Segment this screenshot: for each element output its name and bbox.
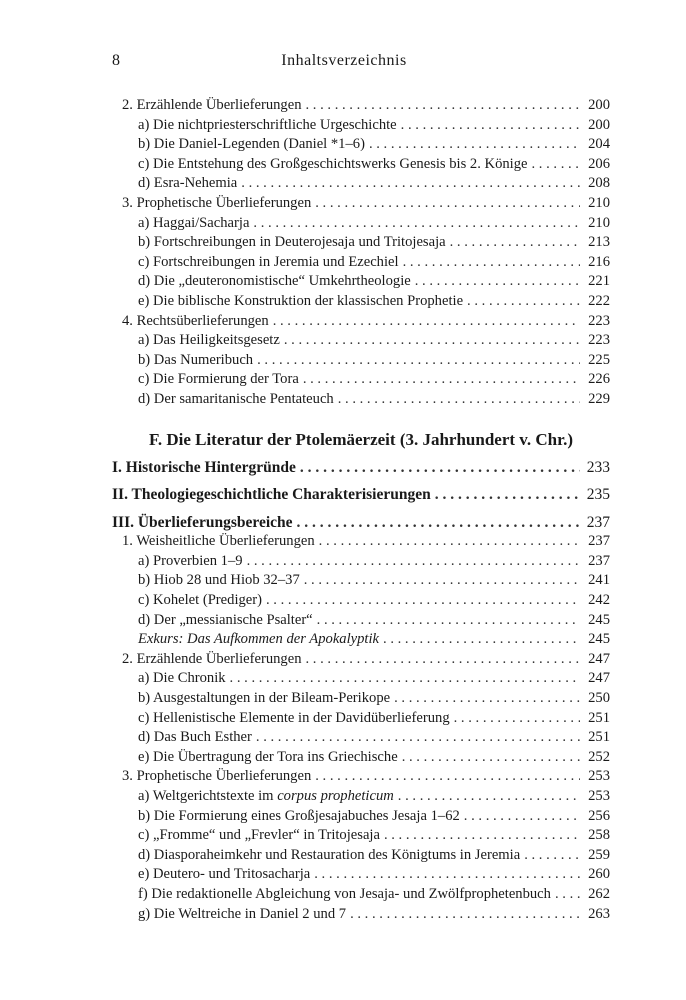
toc-entry-label: b) Die Formierung eines Großjesajabuches Jesaja 1–62 — [138, 807, 460, 824]
toc-entry[interactable] — [112, 650, 610, 670]
toc-entry-page: 229 — [588, 390, 610, 407]
toc-entry[interactable] — [112, 846, 610, 866]
leader-dots — [241, 174, 580, 194]
leader-dots — [369, 135, 580, 155]
toc-entry-page: 237 — [588, 552, 610, 569]
toc-entry[interactable] — [112, 292, 610, 312]
toc-entry-page: 235 — [586, 486, 610, 504]
leader-dots — [273, 312, 580, 332]
toc-entry[interactable] — [112, 532, 610, 552]
toc-entry-page: 210 — [588, 214, 610, 231]
toc-entry[interactable] — [112, 865, 610, 885]
leader-dots — [384, 826, 580, 846]
toc-entry-label: b) Hiob 28 und Hiob 32–37 — [138, 572, 300, 589]
toc-entry-label: d) Der samaritanische Pentateuch — [138, 390, 334, 407]
toc-entry-label: 2. Erzählende Überlieferungen — [122, 97, 302, 113]
toc-entry-label: d) Esra-Nehemia — [138, 175, 238, 192]
toc-entry-label: c) Die Formierung der Tora — [138, 371, 299, 388]
toc-entry-label: c) Hellenistische Elemente in der Davidüberlieferung — [138, 709, 450, 726]
toc-entry[interactable] — [112, 571, 610, 591]
toc-entry[interactable] — [112, 552, 610, 572]
toc-entry-page: 216 — [588, 253, 610, 270]
leader-dots — [394, 689, 580, 709]
toc-entry-page: 260 — [588, 866, 610, 883]
leader-dots — [303, 370, 580, 390]
toc-entry-label: d) Diasporaheimkehr und Restauration des Königtums in Jeremia — [138, 846, 521, 863]
leader-dots — [315, 767, 580, 787]
toc-entry-page: 263 — [588, 905, 610, 922]
toc-entry-page: 253 — [588, 788, 610, 804]
toc-entry-label: 3. Prophetische Überlieferungen — [122, 768, 312, 785]
toc-entry-page: 262 — [588, 885, 610, 902]
leader-dots — [304, 571, 580, 591]
toc-entry-page: 245 — [588, 611, 610, 628]
toc-entry-label: c) „Fromme“ und „Frevler“ in Tritojesaja — [138, 827, 380, 844]
toc-entry[interactable] — [112, 905, 610, 925]
toc-entry-label: b) Ausgestaltungen in der Bileam-Perikope — [138, 690, 391, 707]
toc-entry-label: 3. Prophetische Überlieferungen — [122, 194, 312, 211]
toc-list-part-e — [112, 96, 610, 410]
toc-entry-label: e) Deutero- und Tritosacharja — [138, 866, 311, 883]
toc-entry[interactable] — [112, 351, 610, 371]
toc-entry-page: 226 — [588, 371, 610, 388]
toc-entry-page: 258 — [588, 827, 610, 844]
toc-entry[interactable] — [112, 155, 610, 175]
toc-entry-page: 245 — [588, 631, 610, 648]
leader-dots — [284, 331, 580, 351]
toc-entry-label: a) Die Chronik — [138, 670, 226, 687]
leader-dots — [350, 905, 580, 925]
italic-term: corpus propheticum — [277, 788, 394, 804]
toc-entry-label: e) Die biblische Konstruktion der klassischen Prophetie — [138, 292, 464, 309]
toc-entry-label: b) Fortschreibungen in Deuterojesaja und Tritojesaja — [138, 234, 446, 251]
toc-entry-label: a) Das Heiligkeitsgesetz — [138, 332, 280, 349]
toc-entry-page: 225 — [588, 351, 610, 368]
leader-dots — [454, 709, 580, 729]
toc-entry-label: III. Überlieferungsbereiche — [112, 513, 293, 531]
toc-entry-page: 233 — [586, 458, 610, 476]
toc-entry-label: d) Die „deuteronomistische“ Umkehrtheologie — [138, 273, 411, 290]
page-header — [112, 52, 576, 74]
toc-entry-label: a) Weltgerichtstexte im corpus propheticum — [138, 788, 394, 804]
toc-entry-label: II. Theologiegeschichtliche Charakterisierungen — [112, 486, 431, 504]
toc-entry-page: 252 — [588, 748, 610, 765]
toc-entry-label: Exkurs: Das Aufkommen der Apokalyptik — [138, 631, 380, 648]
toc-entry[interactable] — [112, 312, 610, 332]
chapter-heading: F. Die Literatur der Ptolemäerzeit (3. Jahrhundert v. Chr.) — [149, 429, 573, 449]
toc-entry-page: 242 — [588, 592, 610, 609]
toc-entry-label: f) Die redaktionelle Abgleichung von Jesaja- und Zwölfprophetenbuch — [138, 885, 551, 902]
running-head: Inhaltsverzeichnis — [281, 52, 407, 69]
toc-entry-label: d) Das Buch Esther — [138, 729, 252, 746]
toc-list-part-f — [112, 532, 610, 924]
toc-entry-page: 210 — [588, 194, 610, 211]
toc-entry[interactable] — [112, 591, 610, 611]
toc-entry[interactable] — [112, 194, 610, 214]
toc-entry[interactable] — [112, 748, 610, 768]
leader-dots — [403, 253, 580, 273]
toc-entry-page: 204 — [588, 136, 610, 153]
toc-entry[interactable] — [112, 116, 610, 136]
toc-section-entry[interactable] — [112, 458, 610, 478]
leader-dots — [402, 748, 580, 768]
toc-entry-page: 208 — [588, 175, 610, 192]
toc-entry-label: 2. Erzählende Überlieferungen — [122, 650, 302, 667]
toc-entry-page: 251 — [588, 729, 610, 746]
leader-dots — [306, 650, 581, 670]
leader-dots — [464, 807, 580, 827]
toc-entry[interactable] — [112, 214, 610, 234]
leader-dots — [401, 116, 580, 136]
leader-dots — [415, 272, 580, 292]
toc-entry-page: 200 — [588, 97, 610, 113]
toc-entry[interactable] — [112, 709, 610, 729]
leader-dots — [338, 390, 580, 410]
toc-entry-label: 1. Weisheitliche Überlieferungen — [122, 533, 315, 550]
toc-entry-page: 222 — [588, 292, 610, 309]
toc-entry[interactable] — [112, 669, 610, 689]
toc-entry-page: 213 — [588, 234, 610, 251]
toc-entry[interactable] — [112, 233, 610, 253]
leader-dots — [532, 155, 581, 175]
toc-entry[interactable] — [112, 370, 610, 390]
toc-entry[interactable] — [112, 767, 610, 787]
leader-dots — [300, 458, 580, 478]
toc-entry-page: 206 — [588, 155, 610, 172]
toc-entry[interactable] — [112, 331, 610, 351]
toc-entry-page: 200 — [588, 116, 610, 133]
toc-entry-page: 237 — [588, 533, 610, 550]
toc-entry-page: 237 — [586, 513, 610, 531]
toc-entry-label: g) Die Weltreiche in Daniel 2 und 7 — [138, 905, 347, 922]
leader-dots — [450, 233, 580, 253]
toc-entry[interactable] — [112, 728, 610, 748]
leader-dots — [467, 292, 580, 312]
toc-entry[interactable] — [112, 96, 610, 116]
toc-entry-label: b) Die Daniel-Legenden (Daniel *1–6) — [138, 136, 365, 153]
leader-dots — [315, 194, 580, 214]
toc-entry[interactable] — [112, 787, 610, 807]
page-number: 8 — [112, 52, 120, 69]
leader-dots — [247, 552, 580, 572]
toc-section-entry[interactable] — [112, 513, 610, 533]
toc-entry[interactable] — [112, 611, 610, 631]
toc-entry-page: 253 — [588, 768, 610, 785]
toc-entry-page: 241 — [588, 572, 610, 589]
leader-dots — [257, 351, 580, 371]
leader-dots — [555, 885, 580, 905]
toc-entry[interactable] — [112, 174, 610, 194]
leader-dots — [524, 846, 580, 866]
toc-entry-page: 223 — [588, 312, 610, 329]
toc-entry-label: e) Die Übertragung der Tora ins Griechische — [138, 748, 398, 765]
leader-dots — [230, 669, 580, 689]
toc-entry-page: 251 — [588, 709, 610, 726]
toc-section-entry[interactable] — [112, 485, 610, 505]
toc-entry-label: a) Haggai/Sacharja — [138, 214, 250, 231]
toc-entry[interactable] — [112, 885, 610, 905]
toc-entry[interactable] — [112, 630, 610, 650]
toc-entry-label: c) Kohelet (Prediger) — [138, 592, 262, 609]
toc-entry-page: 221 — [588, 273, 610, 290]
toc-entry-label: a) Die nichtpriesterschriftliche Urgeschichte — [138, 116, 397, 133]
toc-entry[interactable] — [112, 390, 610, 410]
toc-entry-page: 223 — [588, 332, 610, 349]
toc-entry[interactable] — [112, 826, 610, 846]
leader-dots — [314, 865, 580, 885]
toc-entry-label: I. Historische Hintergründe — [112, 458, 296, 476]
leader-dots — [256, 728, 580, 748]
leader-dots — [398, 787, 580, 807]
toc-entry[interactable] — [112, 689, 610, 709]
toc-entry[interactable] — [112, 135, 610, 155]
leader-dots — [317, 611, 580, 631]
toc-entry-label: b) Das Numeribuch — [138, 351, 254, 368]
toc-entry-page: 247 — [588, 650, 610, 667]
toc-entry-label: c) Die Entstehung des Großgeschichtswerks Genesis bis 2. Könige — [138, 155, 528, 172]
toc-entry-label: d) Der „messianische Psalter“ — [138, 611, 313, 628]
toc-entry-page: 256 — [588, 807, 610, 824]
toc-entry-page: 247 — [588, 670, 610, 687]
toc-entry[interactable] — [112, 272, 610, 292]
toc-entry-label: a) Proverbien 1–9 — [138, 552, 243, 569]
leader-dots — [297, 513, 580, 533]
leader-dots — [383, 630, 580, 650]
toc-entry[interactable] — [112, 253, 610, 273]
leader-dots — [319, 532, 580, 552]
toc-entry-label: c) Fortschreibungen in Jeremia und Ezechiel — [138, 253, 399, 270]
leader-dots — [266, 591, 580, 611]
table-of-contents — [112, 96, 610, 924]
leader-dots — [306, 96, 581, 116]
leader-dots — [435, 485, 580, 505]
toc-entry-page: 250 — [588, 690, 610, 707]
toc-entry-page: 259 — [588, 846, 610, 863]
toc-entry[interactable] — [112, 807, 610, 827]
leader-dots — [253, 214, 580, 234]
toc-entry-label: 4. Rechtsüberlieferungen — [122, 312, 269, 329]
